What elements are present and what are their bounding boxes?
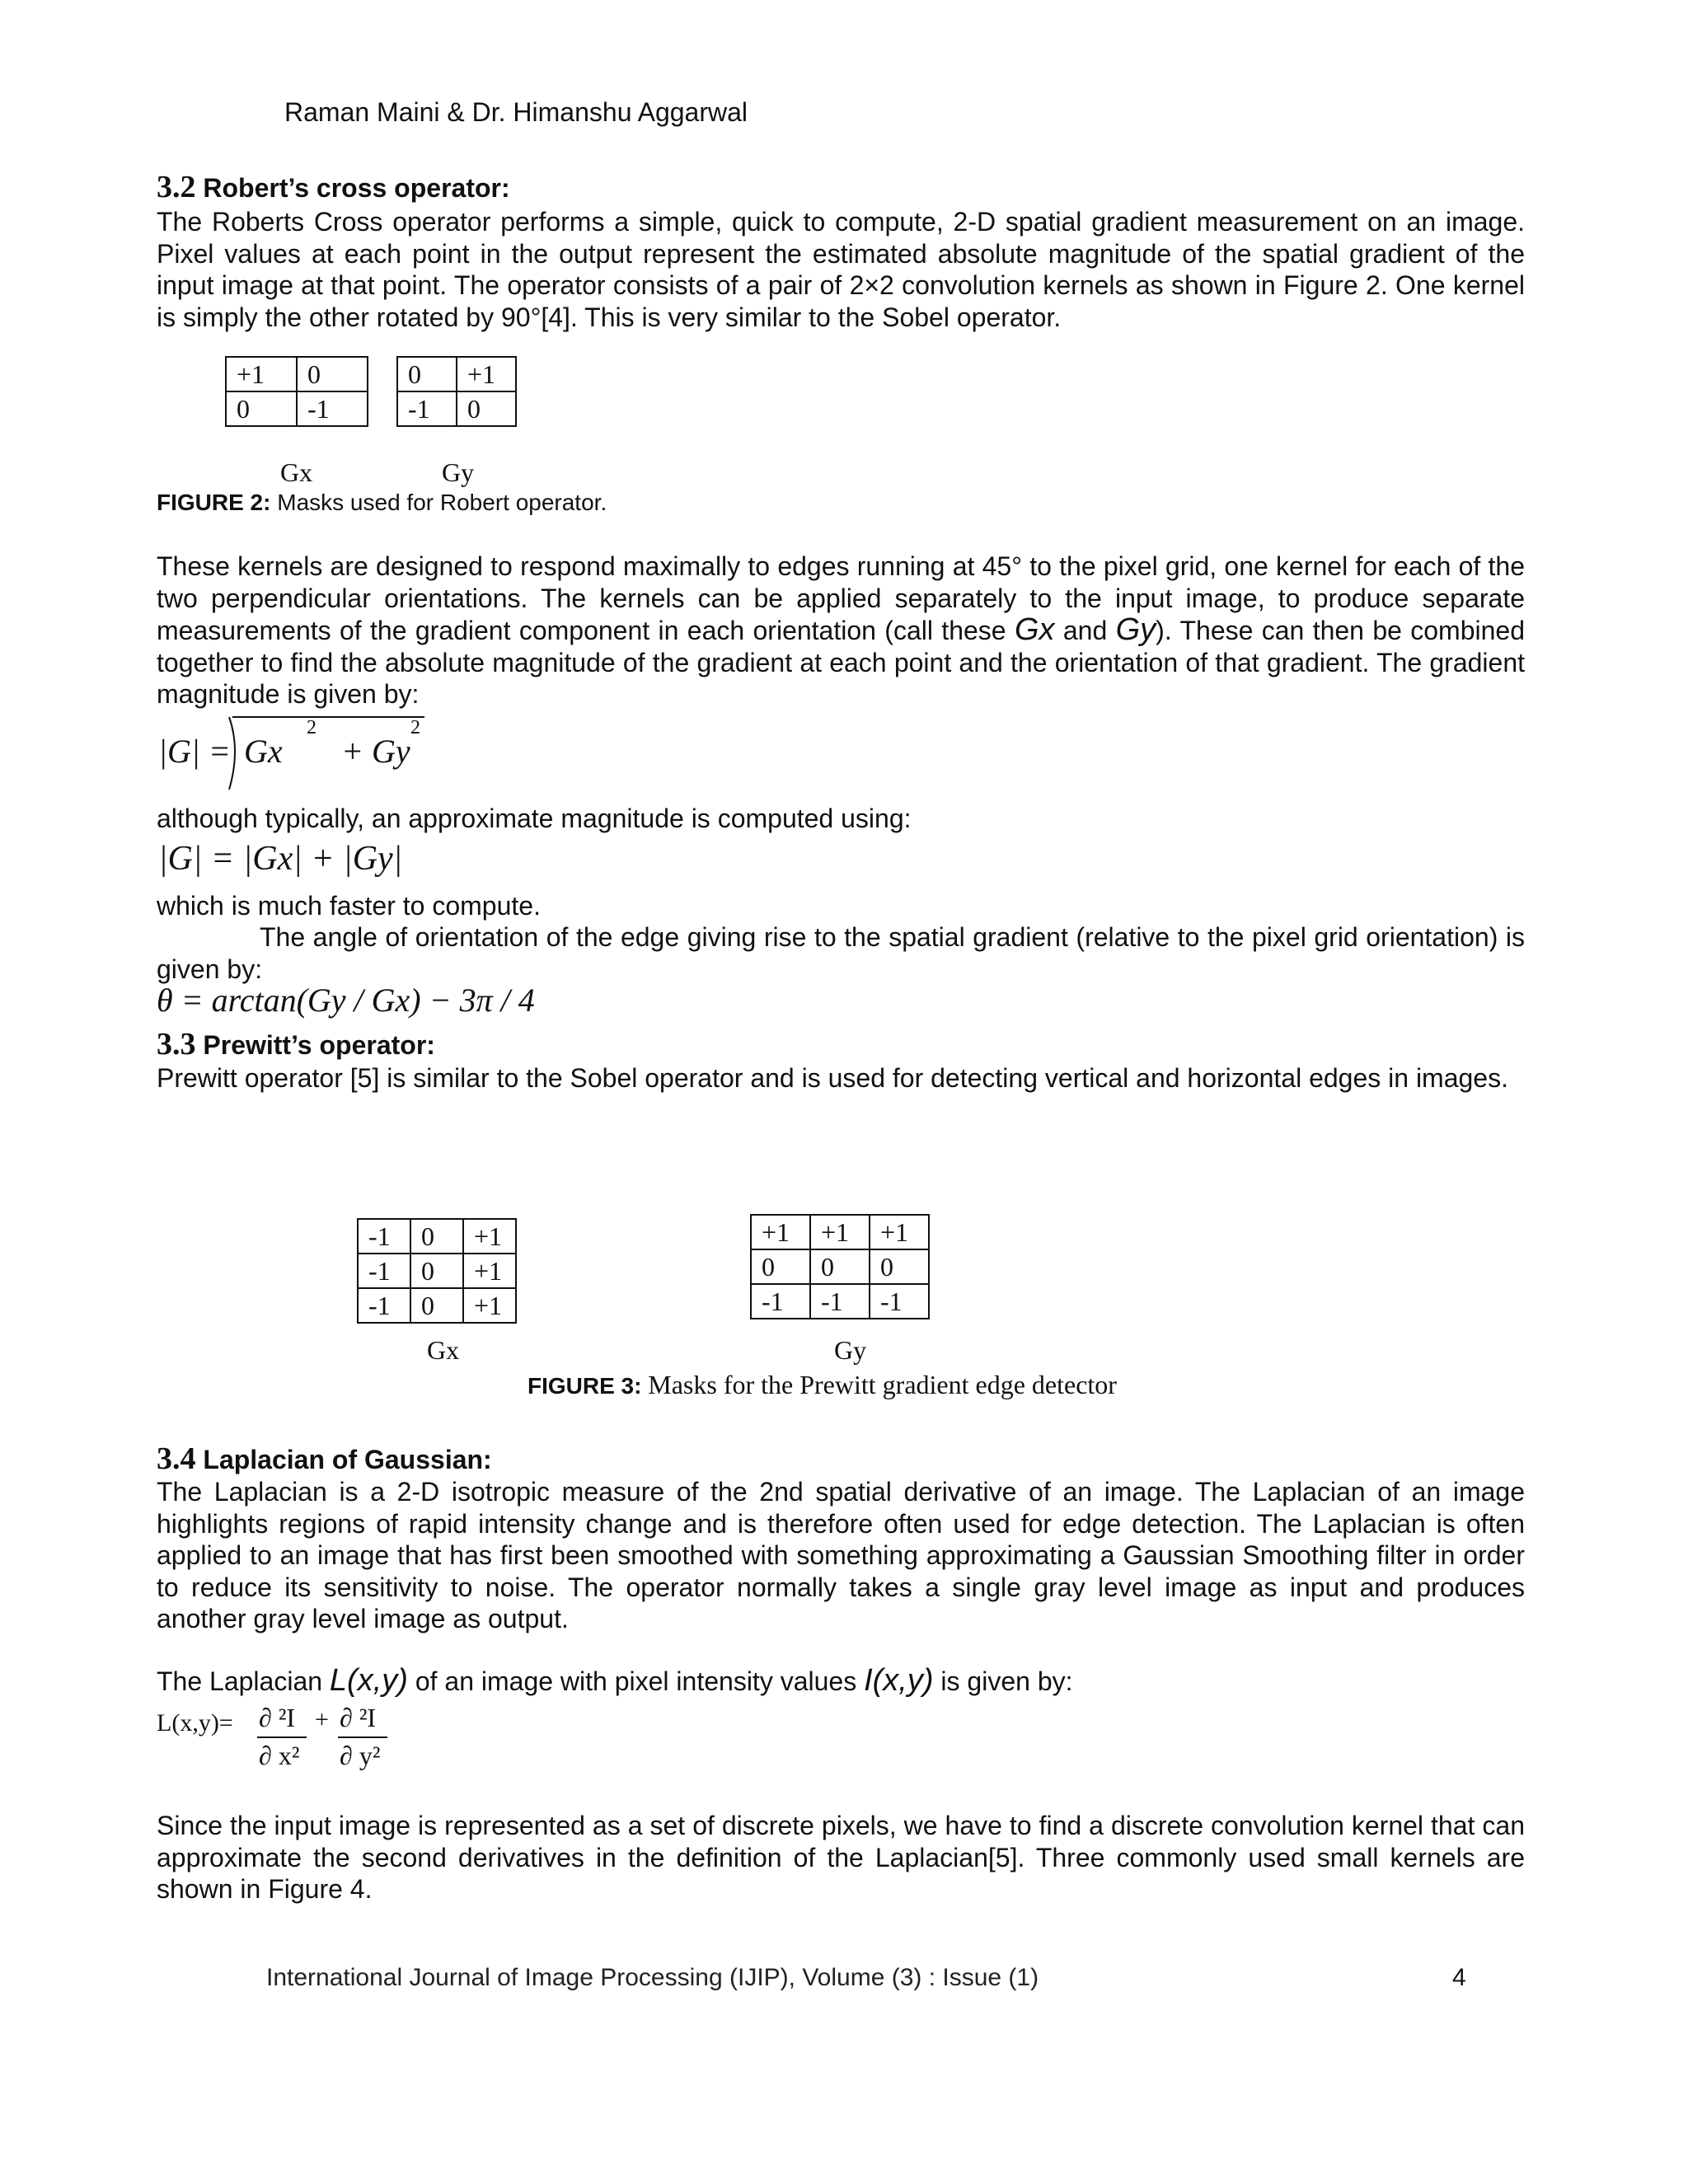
mask-cell: 0 — [297, 357, 368, 391]
mask-cell: 0 — [751, 1249, 810, 1284]
inline-gy: Gy — [1115, 612, 1156, 647]
inline-gx: Gx — [1014, 612, 1055, 647]
section-number: 3.3 — [157, 1027, 196, 1062]
eq1-exponent-2: 2 — [410, 717, 420, 738]
paragraph-orientation: The angle of orientation of the edge giving rise to the spatial gradient (relative to the pixel grid orientation) is given by: — [157, 922, 1525, 984]
section-number: 3.2 — [157, 170, 196, 204]
mask-cell: 0 — [870, 1249, 929, 1284]
mask-cell: +1 — [751, 1215, 810, 1249]
paragraph-text: and — [1054, 616, 1116, 645]
mask-cell: -1 — [358, 1254, 410, 1288]
mask-cell: +1 — [810, 1215, 870, 1249]
footer-journal — [266, 1964, 1039, 1992]
equation-approx-magnitude: |G| = |Gx| + |Gy| — [158, 840, 403, 878]
paragraph-laplacian-definition — [157, 1665, 1525, 1698]
mask-cell: -1 — [870, 1284, 929, 1319]
mask-cell: -1 — [810, 1284, 870, 1319]
mask-row — [751, 1215, 929, 1249]
roberts-gx-mask — [225, 356, 368, 427]
section-heading-3-4 — [157, 1441, 492, 1477]
mask-cell: 0 — [410, 1219, 463, 1254]
paragraph-text: These kernels are designed to respond maximally to edges running at 45° to the pixel grid, one kernel for each of the two perpendicular orientations. The kernels can be applied separately to the input image, to produce separate measurements of the gradient component in each orientation (call these — [157, 551, 1525, 645]
section-title: Laplacian of Gaussian: — [203, 1445, 492, 1474]
eq-laplacian-denominator-2: ∂ y² — [340, 1741, 381, 1770]
mask-cell: 0 — [810, 1249, 870, 1284]
mask-row — [226, 391, 368, 426]
paragraph-approx-magnitude: although typically, an approximate magnitude is computed using: — [157, 804, 912, 833]
eq1-lhs-text: |G| = — [158, 733, 231, 770]
eq-laplacian-numerator-1: ∂ ²I — [259, 1703, 296, 1732]
paragraph-text: ). These can then be combined together to find the absolute magnitude of the gradient at each point and the orientation of that gradient. The gradient magnitude is given by: — [157, 616, 1526, 709]
mask-cell: +1 — [463, 1254, 516, 1288]
mask-cell: 0 — [397, 357, 457, 391]
paragraph-prewitt: Prewitt operator [5] is similar to the Sobel operator and is used for detecting vertical and horizontal edges in images. — [157, 1063, 1508, 1093]
section-title: Robert’s cross operator: — [203, 173, 510, 203]
eq1-exponent-1: 2 — [307, 717, 316, 738]
prewitt-gy-label: Gy — [834, 1335, 867, 1365]
fraction-bar-2 — [338, 1736, 387, 1738]
figure-2-caption-text: Masks used for Robert operator. — [270, 490, 607, 515]
footer-volume: Volume (3) : Issue (1) — [802, 1964, 1039, 1991]
mask-cell: 0 — [410, 1288, 463, 1323]
section-title: Prewitt’s operator: — [203, 1030, 435, 1060]
mask-row — [358, 1288, 516, 1323]
inline-ixy: I(x,y) — [864, 1663, 934, 1698]
eq1-gx: Gx — [244, 733, 283, 770]
mask-cell: +1 — [870, 1215, 929, 1249]
mask-row — [397, 391, 516, 426]
mask-row — [358, 1254, 516, 1288]
mask-cell: -1 — [751, 1284, 810, 1319]
paragraph-roberts-kernels — [157, 551, 1525, 710]
fraction-bar-1 — [257, 1736, 307, 1738]
mask-cell: -1 — [358, 1219, 410, 1254]
eq-laplacian-denominator-1: ∂ x² — [259, 1741, 300, 1770]
paragraph-discrete-kernel: Since the input image is represented as a set of discrete pixels, we have to find a discrete convolution kernel that can approximate the second derivatives in the definition of the Laplacian[5]. Three commonly used small kernels are shown in Figure 4. — [157, 1811, 1525, 1904]
mask-row — [226, 357, 368, 391]
paragraph-text: is given by: — [933, 1666, 1073, 1696]
figure-2-caption-label: FIGURE 2: — [157, 490, 271, 515]
mask-cell: 0 — [226, 391, 297, 426]
footer-journal-name: International Journal of Image Processing (IJIP), — [266, 1964, 803, 1991]
paragraph-laplacian-intro: The Laplacian is a 2-D isotropic measure of the 2nd spatial derivative of an image. The Laplacian of an image highlights regions of rapid intensity change and is therefore often used for edge detection. The Laplacian is often applied to an image that has first been smoothed with something approximating a Gaussian Smoothing filter in order to reduce its sensitivity to noise. The operator normally takes a single gray level image as input and produces another gray level image as output. — [157, 1477, 1525, 1633]
mask-cell: +1 — [463, 1219, 516, 1254]
mask-cell: +1 — [226, 357, 297, 391]
eq1-plus-gy: + Gy — [341, 733, 410, 770]
inline-lxy: L(x,y) — [329, 1663, 408, 1698]
mask-cell: -1 — [397, 391, 457, 426]
section-heading-3-2 — [157, 169, 510, 205]
paragraph-faster: which is much faster to compute. — [157, 891, 541, 921]
paragraph-text: The Laplacian — [157, 1666, 330, 1696]
mask-row — [397, 357, 516, 391]
prewitt-gx-mask — [357, 1218, 517, 1324]
equation-orientation: θ = arctan(Gy / Gx) − 3π / 4 — [157, 982, 535, 1019]
roberts-gx-label: Gx — [280, 457, 313, 487]
mask-row — [358, 1219, 516, 1254]
footer-page-number: 4 — [1452, 1964, 1466, 1991]
mask-row — [751, 1249, 929, 1284]
figure-3-caption-label: FIGURE 3: — [528, 1373, 642, 1399]
figure-3-caption — [528, 1370, 1117, 1400]
section-number: 3.4 — [157, 1441, 196, 1476]
figure-2-caption — [157, 490, 607, 516]
eq1-lhs — [158, 732, 231, 771]
mask-cell: -1 — [358, 1288, 410, 1323]
paragraph-roberts-intro: The Roberts Cross operator performs a simple, quick to compute, 2-D spatial gradient measurement on an image. Pixel values at each point in the output represent the estimated absolute magnitude of the spatial gradient of the input image at that point. The operator consists of a pair of 2×2 convolution kernels as shown in Figure 2. One kernel is simply the other rotated by 90°[4]. This is very similar to the Sobel operator. — [157, 207, 1525, 332]
eq-laplacian-plus: + — [315, 1706, 329, 1733]
roberts-gy-label: Gy — [442, 457, 475, 487]
eq-laplacian-lhs: L(x,y)= — [157, 1709, 233, 1736]
mask-cell: +1 — [457, 357, 516, 391]
eq-laplacian-numerator-2: ∂ ²I — [340, 1703, 377, 1732]
mask-cell: 0 — [410, 1254, 463, 1288]
section-heading-3-3 — [157, 1026, 435, 1062]
mask-row — [751, 1284, 929, 1319]
mask-cell: 0 — [457, 391, 516, 426]
prewitt-gx-label: Gx — [427, 1335, 460, 1365]
running-header-authors: Raman Maini & Dr. Himanshu Aggarwal — [284, 97, 748, 127]
prewitt-gy-mask — [750, 1214, 930, 1319]
roberts-gy-mask — [396, 356, 517, 427]
paragraph-text: of an image with pixel intensity values — [407, 1666, 865, 1696]
mask-cell: -1 — [297, 391, 368, 426]
mask-cell: +1 — [463, 1288, 516, 1323]
figure-3-caption-text: Masks for the Prewitt gradient edge detector — [648, 1370, 1117, 1399]
